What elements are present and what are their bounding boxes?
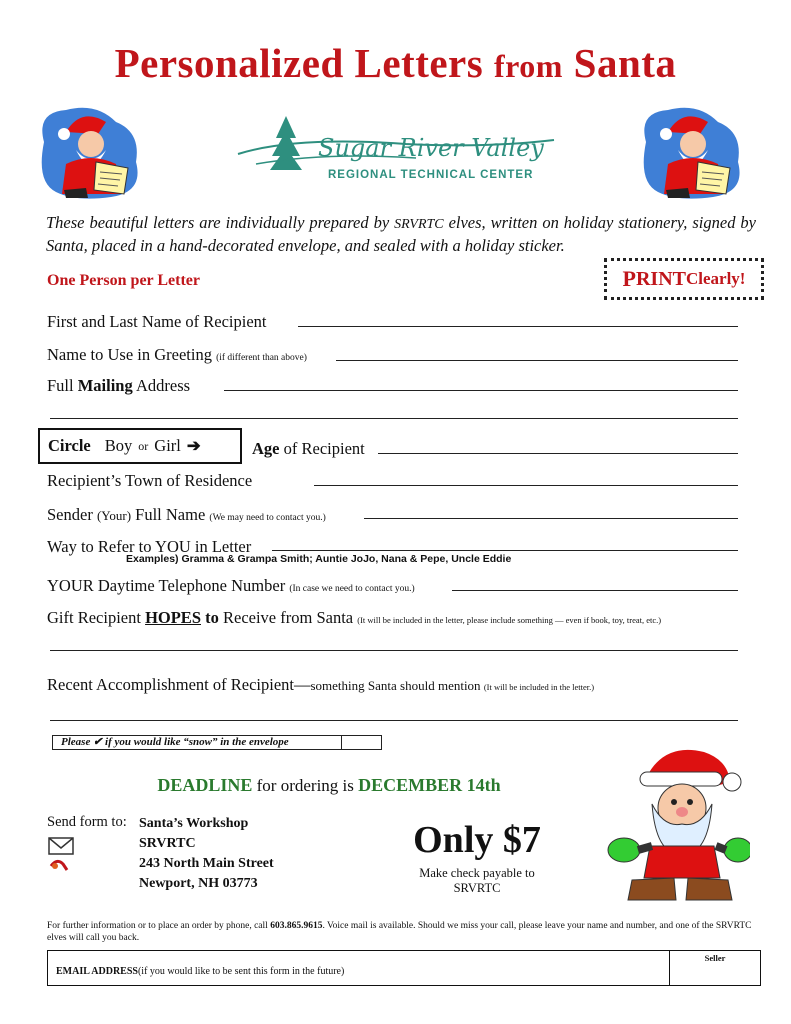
mailing-c: Address <box>132 376 191 395</box>
girl-option[interactable]: Girl <box>154 436 181 455</box>
accomplishment-line[interactable] <box>50 720 738 721</box>
sender-name-label <box>47 505 326 525</box>
phone-note: (In case we need to contact you.) <box>289 584 415 594</box>
greeting-name-line[interactable] <box>336 360 738 361</box>
gift-label <box>47 608 661 628</box>
srvrtc-logo <box>236 108 566 188</box>
mailing-address-line-2[interactable] <box>50 418 738 419</box>
address-line: Santa’s Workshop <box>139 816 249 831</box>
mailing-a: Full <box>47 376 78 395</box>
intro-text <box>46 212 756 256</box>
deadline-a: DEADLINE <box>157 775 253 795</box>
snow-checkbox[interactable] <box>342 736 381 749</box>
logo-subtitle: REGIONAL TECHNICAL CENTER <box>328 169 534 181</box>
address-line: 243 North Main Street <box>139 856 274 871</box>
refer-examples: Examples) Gramma & Grampa Smith; Auntie JoJo, Nana & Pepe, Uncle Eddie <box>126 553 512 565</box>
envelope-mail-icon <box>47 836 79 872</box>
accomp-b: something Santa should mention <box>310 678 484 693</box>
seller-field[interactable] <box>670 951 760 985</box>
age-label <box>252 439 365 459</box>
mailing-address <box>139 814 274 894</box>
title-part-1: Personalized Letters <box>114 40 484 86</box>
sender-b: (Your) <box>96 508 132 523</box>
santa-cartoon-icon <box>604 738 750 906</box>
refer-line[interactable] <box>272 550 738 551</box>
santa-reading-icon <box>36 102 146 202</box>
gift-note: (It will be included in the letter, please include something — even if book, toy, treat, etc.) <box>357 615 662 625</box>
payable-line: Make check payable to <box>419 866 535 880</box>
gift-d: Receive from Santa <box>218 608 358 627</box>
mailing-address-label <box>47 376 190 396</box>
gift-hopes: HOPES <box>145 608 201 627</box>
refer-label: Way to Refer to YOU in Letter <box>47 537 252 556</box>
email-box <box>47 950 761 986</box>
town-label: Recipient’s Town of Residence <box>47 471 253 490</box>
title-part-3: Santa <box>573 40 677 86</box>
town-line[interactable] <box>314 485 738 486</box>
deadline-text <box>0 775 658 796</box>
seller-label: Seller <box>704 953 726 963</box>
sender-name-line[interactable] <box>364 518 738 519</box>
phone-label <box>47 576 415 596</box>
phone-text: YOUR Daytime Telephone Number <box>47 576 290 595</box>
snow-option-row <box>52 735 382 750</box>
boy-option[interactable]: Boy <box>104 436 133 455</box>
gift-line[interactable] <box>50 650 738 651</box>
email-field[interactable] <box>48 951 670 985</box>
sender-c: Full Name <box>131 505 210 524</box>
send-form-label: Send form to: <box>47 814 127 830</box>
santa-reading-icon-right <box>638 102 748 202</box>
one-person-heading: One Person per Letter <box>47 272 200 289</box>
recipient-name-line[interactable] <box>298 326 738 327</box>
payable-note <box>392 866 562 896</box>
age-b: of Recipient <box>279 439 365 458</box>
logo-name: Sugar River Valley <box>318 134 544 162</box>
snow-label: Please ✔ if you would like “snow” in the envelope <box>53 736 342 749</box>
recipient-name-label: First and Last Name of Recipient <box>47 312 267 331</box>
sender-note: (We may need to contact you.) <box>209 513 326 523</box>
page-title <box>0 38 791 91</box>
circle-gender-box <box>38 428 242 464</box>
accomp-note: (It will be included in the letter.) <box>483 682 595 692</box>
deadline-b: for ordering is <box>252 776 359 795</box>
email-note: (if you would like to be sent this form in the future) <box>137 966 345 977</box>
deadline-date: DECEMBER 14th <box>358 775 501 795</box>
print-p: P <box>622 266 636 291</box>
email-label: EMAIL ADDRESS <box>56 966 138 977</box>
further-b: . Voice mail is available. Should we miss your call, please leave your name and number, and one of the SRVRTC elves will call you back. <box>47 921 752 943</box>
age-a: Age <box>252 439 280 458</box>
intro-srvrtc: SRVRTC <box>394 217 444 232</box>
payable-line: SRVRTC <box>453 881 501 895</box>
or-text: or <box>138 438 149 453</box>
circle-label: Circle <box>48 436 91 455</box>
mailing-b: Mailing <box>77 376 133 395</box>
address-line: SRVRTC <box>139 836 196 851</box>
print-rint: RINT <box>635 267 686 290</box>
greeting-label-text: Name to Use in Greeting <box>47 345 212 364</box>
further-info <box>47 920 755 944</box>
phone-line[interactable] <box>452 590 738 591</box>
greeting-name-label <box>47 345 307 365</box>
intro-c: elves, written on holiday stationery, signed by Santa, placed in a hand-decorated envelope, and sealed with a holiday sticker. <box>46 213 756 255</box>
gift-to: to <box>201 608 219 627</box>
price-text: Only $7 <box>413 819 541 861</box>
phone-number: 603.865.9615 <box>270 921 323 931</box>
intro-a: These beautiful letters are individually prepared by <box>46 213 395 232</box>
age-line[interactable] <box>378 453 738 454</box>
arrow-icon: ➔ <box>186 436 201 455</box>
print-clearly-box <box>604 258 764 300</box>
print-clearly-text: Clearly! <box>685 269 746 288</box>
sender-a: Sender <box>47 505 97 524</box>
mailing-address-line-1[interactable] <box>224 390 738 391</box>
title-part-2: from <box>493 48 563 84</box>
accomplishment-label <box>47 675 594 695</box>
further-a: For further information or to place an order by phone, call <box>47 921 271 931</box>
gift-a: Gift Recipient <box>47 608 146 627</box>
greeting-note: (if different than above) <box>216 353 307 363</box>
accomp-a: Recent Accomplishment of Recipient— <box>47 675 311 694</box>
address-line: Newport, NH 03773 <box>139 876 258 891</box>
